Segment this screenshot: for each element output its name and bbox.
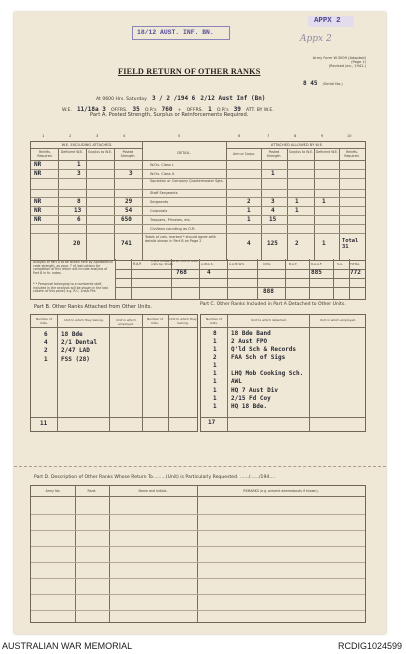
part-b-unit: FSS (28) [61,356,90,363]
total-arm: 4 [247,240,251,247]
unit-stamp [132,26,230,40]
analysis-head-aps: A.Ps. Cmt of units [173,259,198,263]
part-d-title: Part D. Description of Other Ranks Whose Return To.........(Unit) is Particularly Requested. ....../....../194.... [34,475,276,480]
analysis-head-aamws: A.A.M.W.S. [229,262,245,266]
cell-detail: W.Os. Class I. [150,163,175,167]
part-b-head-belong: Unit to which they belong. [64,318,104,322]
part-c-unit: HQ 18 Bde. [231,403,268,410]
head-surplus-right: Surplus to W.E. [289,150,313,154]
part-c-title: Part C. Other Ranks Included in Part A Detached to Other Units. [200,302,346,307]
cell-deficient: 1 [77,161,81,168]
part-c-unit: Q'ld Sch & Records [231,346,297,353]
col-num-8: 8 [294,134,297,138]
form-ref-line3: (Revised Jan., 1941.) [328,64,366,69]
at-label: At 0600 Hrs. Saturday [96,97,147,102]
unit-name: 2/12 Aust Inf (Bn) [200,95,266,102]
fold-line [14,466,386,467]
we-label: W.E. [62,108,72,113]
cell-detail: Civilians counting as O.R. [150,227,196,231]
head-deficient-right: Deficient W.E. [315,150,339,154]
analysis-raaf-value: 885 [311,269,322,276]
cell-detail: Troopers, Privates, etc. [150,218,192,222]
part-c-unit: HQ 7 Aust Div [231,387,278,394]
head-deficient-left: Deficient W.E. [60,150,84,154]
cell-detail: Squadron or Company Quartermaster Sgts. [150,179,224,183]
ors2-value: 39 [233,106,241,113]
part-c-count: 1 [213,387,217,394]
footer-record-id: RCDIG1024599 [337,641,402,651]
part-b-head-number-2: Number of O.Rs. [147,317,163,326]
part-b-head-employed: Unit in which employed. [116,318,136,327]
cell-detail: Corporals [150,209,168,213]
cell-reinfts: NR [34,216,42,223]
col-num-7: 7 [267,134,270,138]
form-title: FIELD RETURN OF OTHER RANKS [118,67,261,76]
att-label: ATT. BY W.E. [246,108,274,113]
we-value: 11/18a 3 [76,106,106,113]
list-item [201,362,365,370]
cell-posted-att: 4 [271,207,275,214]
cell-deficient: 6 [77,216,81,223]
list-item [201,330,365,338]
cell-posted: 650 [121,216,132,223]
cell-detail: W.Os. Class II. [150,172,176,176]
total-posted: 741 [121,240,132,247]
part-a-table [30,141,366,261]
col-num-1: 1 [42,134,45,138]
part-b-head-number: Number of O.Rs. [36,317,52,326]
cell-detail: Sergeants [150,200,169,204]
group-attached: ATTACHED ALLOWED BY W.E. [270,143,324,147]
part-b-count: 4 [44,339,48,346]
total-posted-att: 125 [267,240,278,247]
footer-source: AUSTRALIAN WAR MEMORIAL [2,641,133,651]
part-c-count: 1 [213,403,217,410]
part-b-unit: 2/47 LAD [61,347,90,354]
total-deficient: 20 [73,240,81,247]
group-we-excluding: W.E. EXCLUDING ATTACHED. [61,143,113,147]
analysis-head-total: TOTAL [350,262,360,266]
part-a-title: Part A. Posted Strength, Surplus or Reinforcements Required. [90,112,249,118]
list-item [201,403,365,411]
part-c-unit: AWL [231,378,242,385]
part-c-count: 1 [213,370,217,377]
analysis-head-cmp: C.M.P. Cmtee of units Gp. Shells [151,259,173,266]
part-c-count: 1 [213,362,217,369]
part-b-count: 2 [44,347,48,354]
total-surplus-att: 2 [295,240,299,247]
offrs-value: 35 [132,106,140,113]
grand-total: Total 31 [342,238,359,250]
analysis-note: Analysis of Part A to be shown here by Alphabetical code strength, as para. 7 of instructions for completion of this return will include analysis of Part B in fn. notes. [33,260,113,275]
cell-deficient: 3 [77,170,81,177]
part-c-count: 1 [213,346,217,353]
col-num-4: 4 [123,134,126,138]
head-arm: Arm or Corps. [232,152,255,156]
head-surplus-left: Surplus to W.E. [88,150,112,154]
analysis-head-civil: CIVIL [263,262,271,266]
part-c-unit: 18 Bde Band [231,330,271,337]
part-c-unit: 2/15 Fd Coy [231,395,271,402]
cell-posted: 54 [125,207,133,214]
totals-note: Totals of cols. marked * should agree with details shown in Part B on Page 2 [145,235,216,244]
serial-number [303,70,343,89]
part-c-count: 1 [213,378,217,385]
cell-posted: 29 [125,198,133,205]
analysis-head-awgs: A.W.G.S. [201,262,214,266]
list-item [31,356,197,365]
part-c-unit: LHQ Mob Cooking Sch. [231,370,304,377]
head-reinfts-right: Reinfts. Required. [344,150,360,159]
part-b-count: 6 [44,331,48,338]
list-item [201,387,365,395]
cell-surplus-att: 1 [295,198,299,205]
total-deficient-att: 1 [322,240,326,247]
part-d-head-remarks: REMARKS (e.g. present whereabouts if known). [243,489,319,493]
cell-posted-att: 15 [269,216,277,223]
col-num-5: 5 [178,134,181,138]
col-num-6: 6 [238,134,241,138]
part-c-unit: FAA Sch of Sigs [231,354,286,361]
part-c-count: 2 [213,354,217,361]
cell-surplus-att: 1 [295,207,299,214]
head-posted-left: Posted Strength. [120,150,136,159]
part-d-head-name: Name and Initials. [138,489,168,493]
analysis-head-raaf: R.A.A.F. [311,262,323,266]
cell-reinfts: NR [34,170,42,177]
col-num-10: 10 [347,134,352,138]
cell-detail: Staff Sergeants [150,191,178,195]
analysis-total-value: 772 [350,269,361,276]
plus-sign: + [177,108,182,113]
part-b-table [30,314,198,432]
head-detail: DETAIL. [177,151,191,155]
appendix-stamp-text: APPX 2 [314,17,341,25]
analysis-extra-value: 888 [263,288,274,295]
part-c-count: 1 [213,395,217,402]
offrs-label: OFFRS. [110,108,128,113]
list-item [201,354,365,362]
column-numbers [30,134,364,140]
cell-reinfts: NR [34,161,42,168]
analysis-cmp-value: 768 [176,269,187,276]
cell-arm: 1 [247,207,251,214]
part-c-table [200,314,366,432]
analysis-note-2: * * Personnel belonging to a numbered staff, included in the analysis will be shown in the last column of this panel, e.g. R.C. 2nd/b Pte. [33,282,108,294]
analysis-panel [30,259,366,300]
list-item [201,370,365,378]
ors-label: O.R's [144,108,157,113]
totals-row [31,233,365,260]
part-c-head-detached: Unit to which detached. [251,318,287,322]
ors-value: 760 [161,106,173,113]
cell-arm: 1 [247,216,251,223]
cell-posted: 3 [129,170,133,177]
part-d-head-army-no: Army No. [45,489,61,493]
form-reference [286,56,366,69]
col-num-3: 3 [96,134,99,138]
part-b-head-belong-2: Unit to which they belong. [169,317,197,326]
part-b-count: 1 [44,356,48,363]
col-num-2: 2 [69,134,72,138]
list-item [201,346,365,354]
part-c-head-employed: Unit in which employed. [319,318,357,322]
part-c-head-number: Number of O.Rs. [206,317,222,326]
appendix-stamp [308,16,354,27]
analysis-head-baf: B.A.F. [289,262,298,266]
part-b-unit: 18 Bde [61,331,83,338]
cell-deficient: 8 [77,198,81,205]
list-item [31,347,197,356]
head-reinfts-left: Reinfts. Required. [37,150,53,159]
cell-posted-att: 1 [271,170,275,177]
cell-deficient-att: 1 [322,198,326,205]
part-d-table [30,485,366,623]
part-b-unit: 2/1 Dental [61,339,98,346]
unit-stamp-text: 18/12 AUST. INF. BN. [137,29,214,36]
offrs2-value: 1 [208,106,212,113]
head-posted-right: Posted Strength. [266,150,282,159]
list-item [201,378,365,386]
part-c-count: 8 [213,330,217,337]
offrs2-label: OFFRS. [186,108,204,113]
archive-footer [0,638,406,654]
ors2-label: O.R's [216,108,229,113]
analysis-head-sa: S.A. [337,262,343,266]
part-c-unit: 2 Aust FPO [231,338,268,345]
part-b-total: 11 [40,420,48,427]
list-item [201,395,365,403]
form-ref-line2: (Page 1) [351,60,366,65]
col-num-9: 9 [321,134,324,138]
part-c-count: 1 [213,338,217,345]
serial-label: (Serial No.) [322,82,343,86]
serial-value: 8 45 [303,80,318,87]
analysis-aps-value: 4 [207,269,211,276]
cell-posted-att: 3 [271,198,275,205]
cell-deficient: 13 [74,207,82,214]
form-ref-line1: Army Form W.3009 (Adapted) [312,56,366,60]
part-b-title: Part B. Other Ranks Attached from Other Units. [34,304,153,310]
part-d-head-rank: Rank. [87,489,97,493]
analysis-head-rap: R.A.P. [133,262,142,266]
part-c-total: 17 [208,419,216,426]
appendix-pencil-note: Appx 2 [300,34,332,44]
part-a-rows [31,160,365,260]
return-date: 3 / 2 /194 6 [151,95,196,102]
cell-reinfts: NR [34,198,42,205]
cell-arm: 2 [247,198,251,205]
list-item [201,338,365,346]
cell-reinfts: NR [34,207,42,214]
